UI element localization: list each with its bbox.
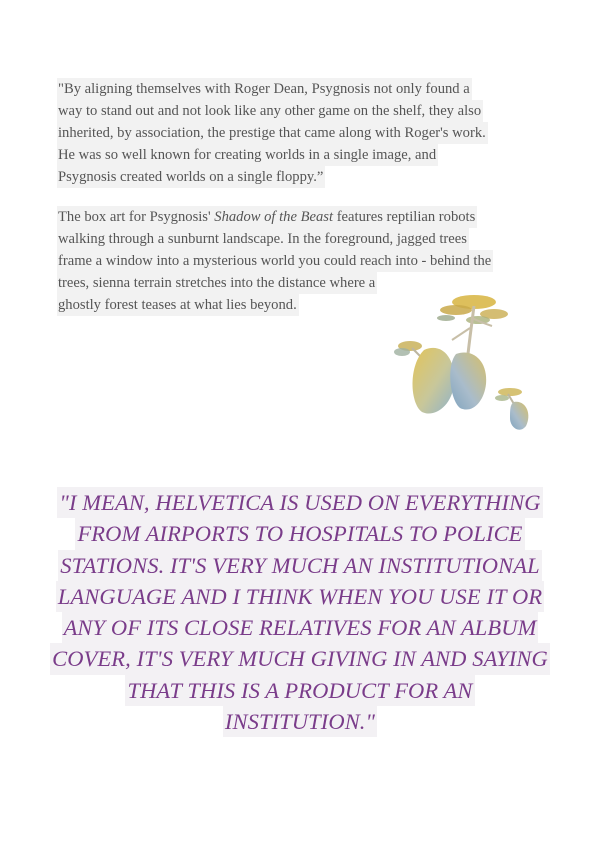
floating-rock-trees-art bbox=[386, 288, 538, 436]
paragraph-line: frame a window into a mysterious world you could reach into - behind the bbox=[57, 250, 493, 272]
paragraph-line: way to stand out and not look like any other game on the shelf, they also bbox=[57, 100, 483, 122]
pull-quote-line: INSTITUTION." bbox=[0, 706, 600, 737]
paragraph-text: The box art for Psygnosis' bbox=[58, 209, 215, 225]
small-tree-left bbox=[394, 341, 422, 356]
paragraph-line bbox=[57, 206, 477, 228]
pull-quote bbox=[0, 487, 600, 737]
pull-quote-line: LANGUAGE AND I THINK WHEN YOU USE IT OR bbox=[0, 581, 600, 612]
pull-quote-line: COVER, IT'S VERY MUCH GIVING IN AND SAYING bbox=[0, 643, 600, 674]
paragraph-line: trees, sienna terrain stretches into the distance where a bbox=[57, 272, 377, 294]
floating-rock bbox=[413, 348, 455, 414]
pull-quote-line: THAT THIS IS A PRODUCT FOR AN bbox=[0, 675, 600, 706]
pull-quote-line: FROM AIRPORTS TO HOSPITALS TO POLICE bbox=[0, 518, 600, 549]
paragraph-text: features reptilian robots bbox=[333, 209, 476, 225]
floating-rock bbox=[450, 352, 486, 409]
paragraph-line: ghostly forest teases at what lies beyond. bbox=[57, 294, 299, 316]
floating-rock bbox=[510, 402, 528, 430]
tree-trunk bbox=[468, 306, 474, 354]
paragraph-line: inherited, by association, the prestige that came along with Roger's work. bbox=[57, 122, 488, 144]
small-tree-right bbox=[495, 388, 522, 404]
paragraph-line: Psygnosis created worlds on a single floppy.” bbox=[57, 166, 325, 188]
paragraph-line: He was so well known for creating worlds in a single image, and bbox=[57, 144, 438, 166]
paragraph-line: "By aligning themselves with Roger Dean, Psygnosis not only found a bbox=[57, 78, 472, 100]
game-title: Shadow of the Beast bbox=[214, 209, 334, 225]
pull-quote-line: ANY OF ITS CLOSE RELATIVES FOR AN ALBUM bbox=[0, 612, 600, 643]
pull-quote-line: STATIONS. IT'S VERY MUCH AN INSTITUTIONAL bbox=[0, 550, 600, 581]
pull-quote-line: "I MEAN, HELVETICA IS USED ON EVERYTHING bbox=[0, 487, 600, 518]
quote-paragraph bbox=[57, 78, 488, 188]
paragraph-line: walking through a sunburnt landscape. In the foreground, jagged trees bbox=[57, 228, 469, 250]
floating-rock-trees-illustration bbox=[386, 288, 538, 436]
